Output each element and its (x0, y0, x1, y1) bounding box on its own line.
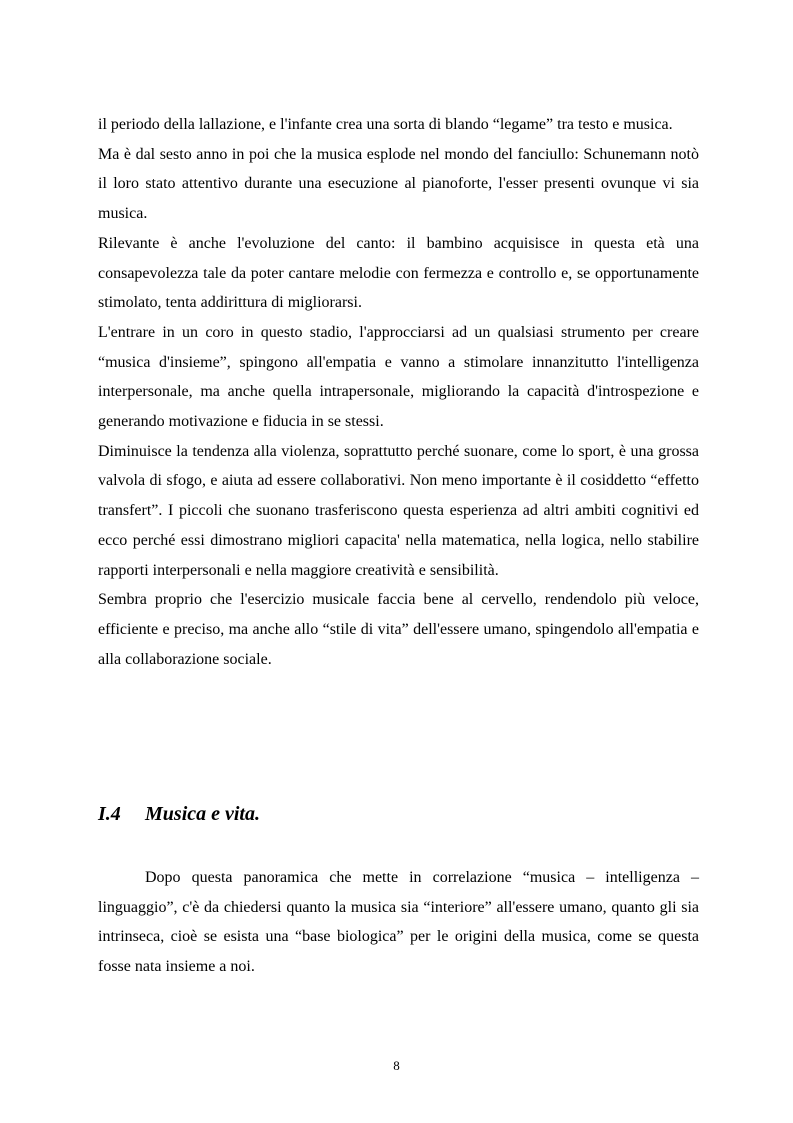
page-number: 8 (393, 1058, 400, 1073)
paragraph-coro: L'entrare in un coro in questo stadio, l'approcciarsi ad un qualsiasi strumento per creare “musica d'insieme”, spingono all'empatia e vanno a stimolare innanzitutto l'intelligenza interpersonale, ma anche quella intrapersonale, migliorando la capacità d'introspezione e generando motivazione e fiducia in se stessi. (98, 323, 699, 431)
paragraph-esercizio-musicale: Sembra proprio che l'esercizio musicale faccia bene al cervello, rendendolo più veloce, efficiente e preciso, ma anche allo “stile di vita” dell'essere umano, spingendolo all'empatia e alla collaborazione sociale. (98, 591, 699, 668)
section-title: Musica e vita. (145, 803, 260, 825)
section-heading (98, 800, 260, 828)
body-text-top (98, 110, 699, 674)
paragraph-lallazione: il periodo della lallazione, e l'infante crea una sorta di blando “legame” tra testo e musica. (98, 116, 673, 133)
paragraph-sesto-anno: Ma è dal sesto anno in poi che la musica esplode nel mondo del fanciullo: Schunemann notò il loro stato attentivo durante una esecuzione al pianoforte, l'esser presenti ovunque vi sia musica. (98, 145, 699, 223)
section-number: I.4 (98, 803, 121, 825)
paragraph-panoramica: Dopo questa panoramica che mette in correlazione “musica – intelligenza – linguaggio”, c'è da chiedersi quanto la musica sia “interiore” all'essere umano, quanto gli sia intrinseca, cioè se esista una “base biologica” per le origini della musica, come se questa fosse nata insieme a noi. (98, 869, 699, 976)
paragraph-canto: Rilevante è anche l'evoluzione del canto: il bambino acquisisce in questa età una consapevolezza tale da poter cantare melodie con fermezza e controllo e, se opportunamente stimolato, tenta addirittura di migliorarsi. (98, 234, 699, 312)
body-text-section (98, 863, 699, 982)
paragraph-violenza: Diminuisce la tendenza alla violenza, soprattutto perché suonare, come lo sport, è una grossa valvola di sfogo, e aiuta ad essere collaborativi. Non meno importante è il cosiddetto “effetto transfert”. I piccoli che suonano trasferiscono questa esperienza ad altri ambiti cognitivi ed ecco perché essi dimostrano migliori capacita' nella matematica, nella logica, nello stabilire rapporti interpersonali e nella maggiore creatività e sensibilità. (98, 442, 699, 579)
